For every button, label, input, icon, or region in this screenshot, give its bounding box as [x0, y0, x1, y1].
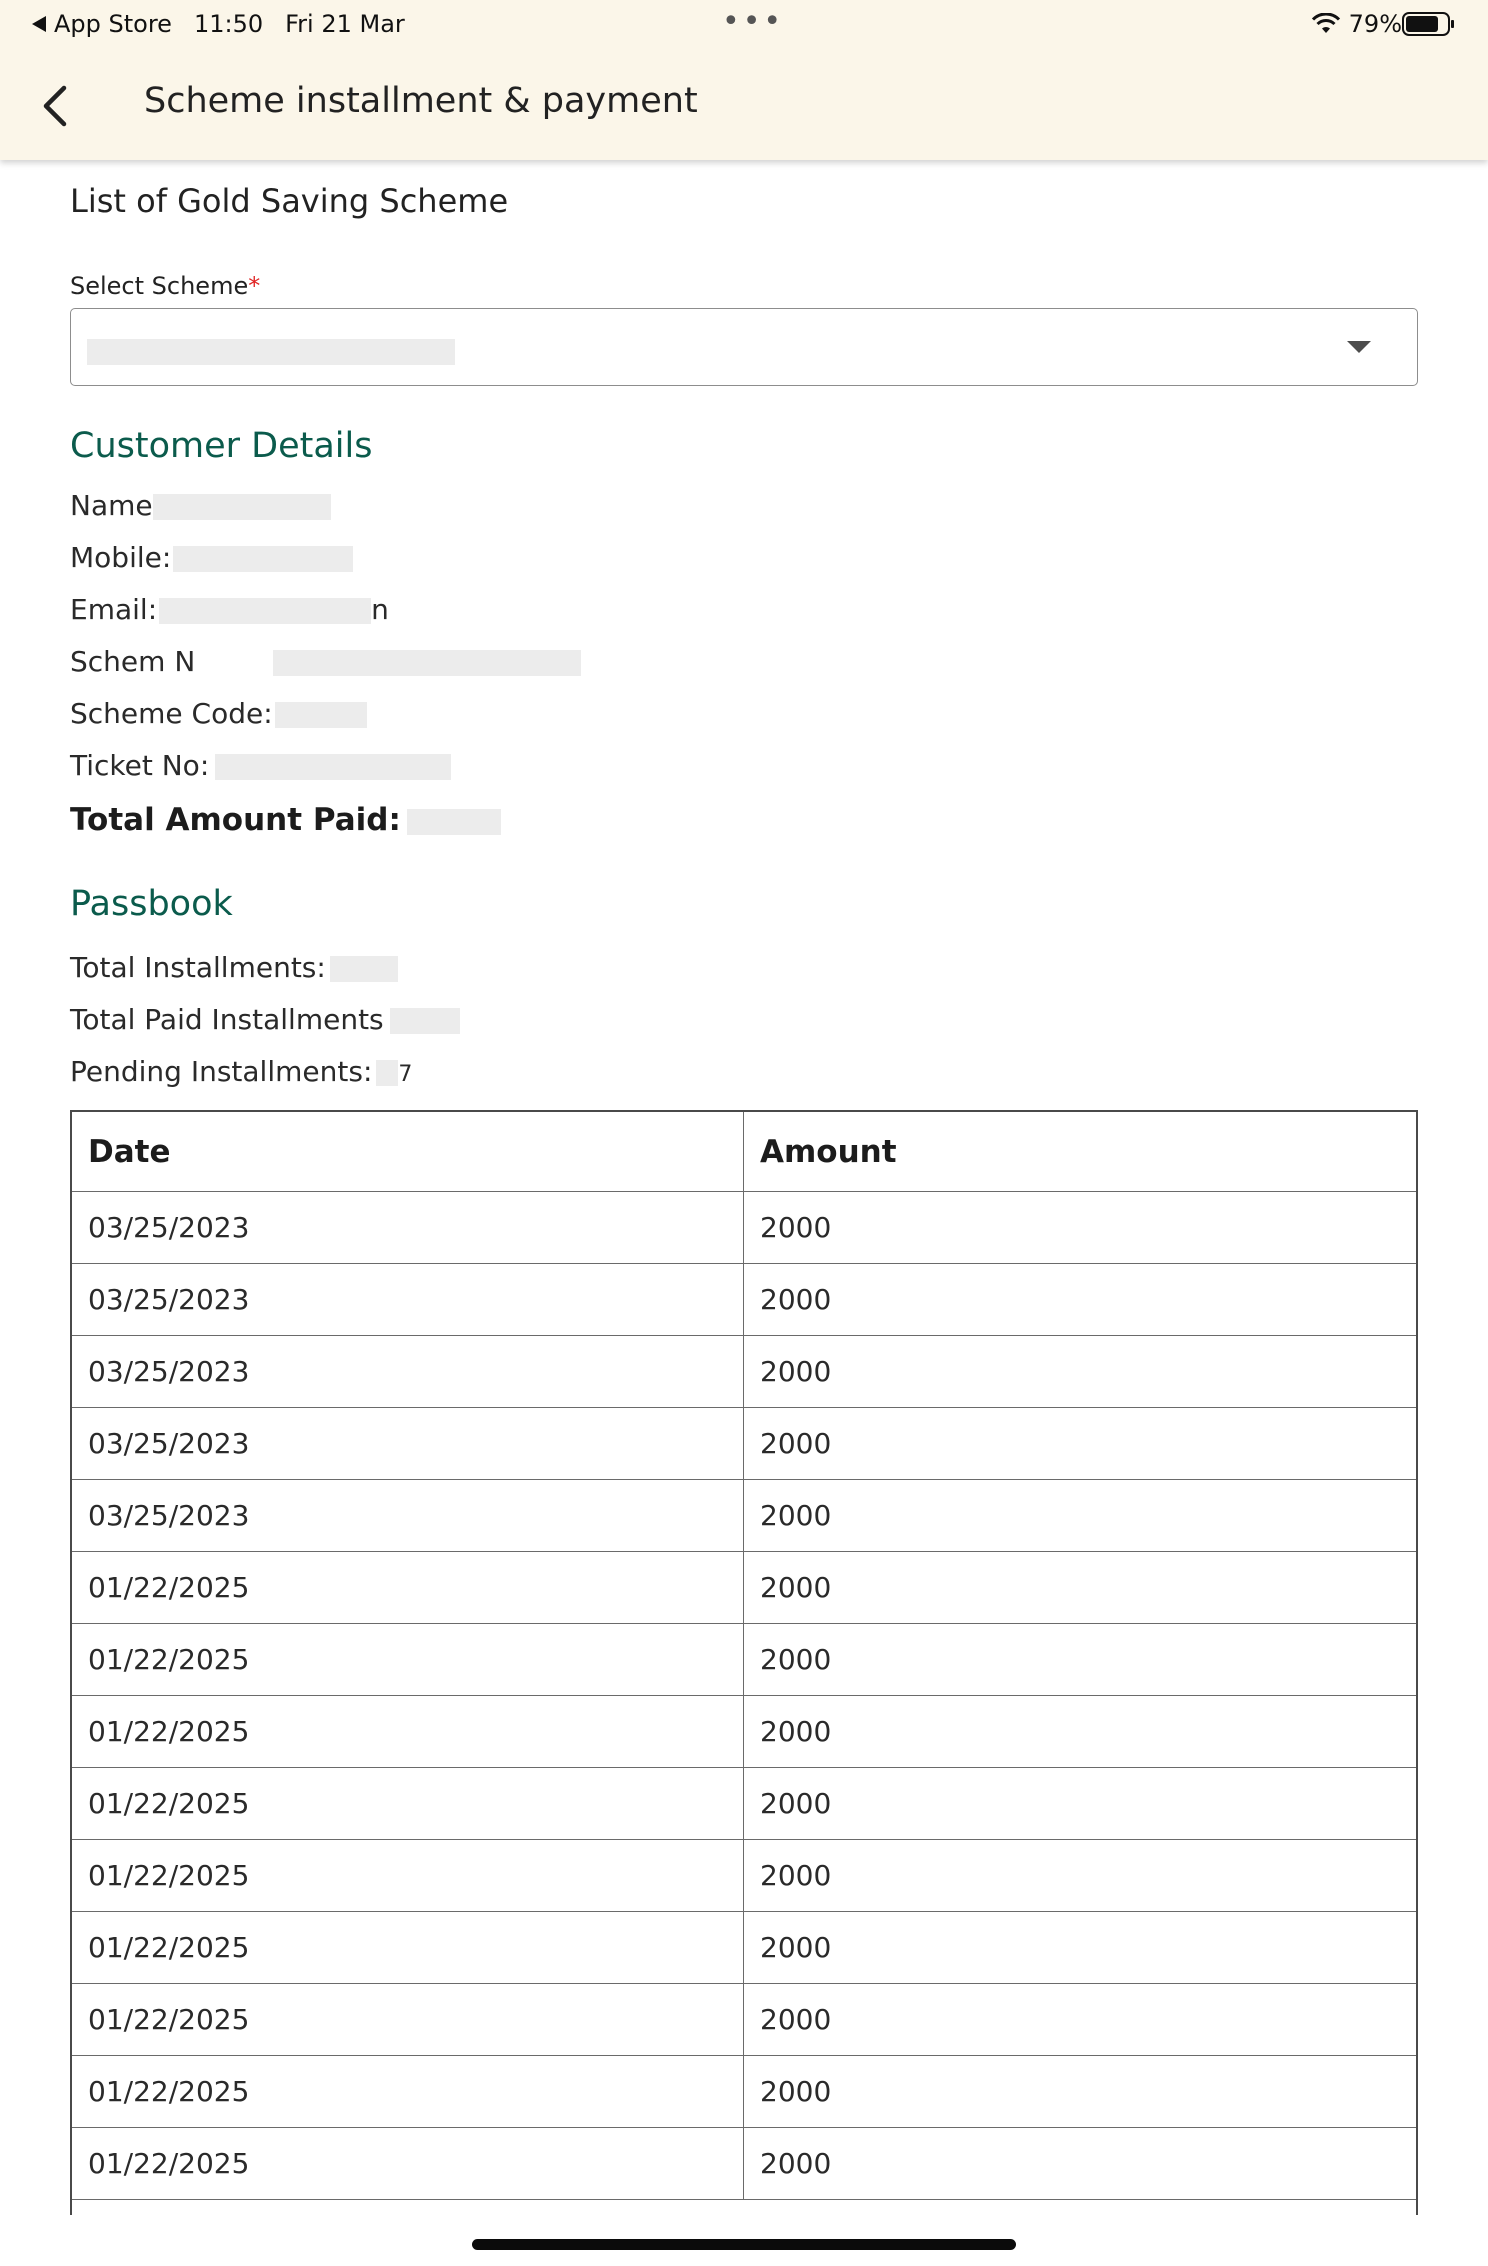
paid-installments-value-redacted — [390, 1008, 460, 1034]
date-cell: 03/25/2023 — [72, 1408, 744, 1479]
top-bar — [0, 0, 1488, 160]
table-row — [72, 2056, 1416, 2128]
email-value-redacted — [159, 598, 371, 624]
scheme-code-label: Scheme Code — [70, 697, 264, 730]
required-asterisk: * — [248, 272, 261, 300]
scheme-code-separator: : — [263, 697, 273, 730]
mobile-separator: : — [161, 541, 172, 574]
amount-cell: 2000 — [760, 1211, 832, 1244]
customer-mobile-row — [70, 540, 353, 576]
pending-installments-value-redacted — [376, 1060, 398, 1086]
date-cell: 01/22/2025 — [72, 1768, 744, 1839]
status-time: 11:50 — [193, 10, 264, 38]
scheme-code-value-redacted — [275, 702, 367, 728]
customer-email-row — [70, 592, 389, 628]
scheme-code-row — [70, 696, 367, 732]
amount-cell: 2000 — [760, 1787, 832, 1820]
total-installments-row — [70, 950, 398, 986]
date-cell: 01/22/2025 — [72, 1552, 744, 1623]
email-label: Email — [70, 593, 148, 626]
amount-cell: 2000 — [760, 2147, 832, 2180]
scheme-name-label: Schem N — [70, 645, 196, 678]
table-row — [72, 1768, 1416, 1840]
back-to-app-link[interactable] — [32, 8, 172, 40]
status-right — [1311, 8, 1456, 40]
date-cell: 01/22/2025 — [72, 1696, 744, 1767]
passbook-table — [70, 1110, 1418, 2215]
amount-cell: 2000 — [760, 1859, 832, 1892]
date-cell: 01/22/2025 — [72, 1624, 744, 1695]
page-title: Scheme installment & payment — [144, 81, 698, 121]
table-row — [72, 1552, 1416, 1624]
selected-scheme-value-redacted — [87, 339, 455, 365]
email-separator: : — [147, 593, 158, 626]
back-button[interactable] — [36, 82, 76, 130]
ticket-no-label: Ticket No — [70, 749, 200, 782]
back-app-label: App Store — [54, 10, 172, 38]
total-amount-paid-value-redacted — [407, 809, 501, 835]
email-tail: n — [371, 593, 389, 626]
date-cell: 01/22/2025 — [72, 2128, 744, 2199]
date-cell: 01/22/2025 — [72, 1840, 744, 1911]
table-row — [72, 1264, 1416, 1336]
total-installments-value-redacted — [330, 956, 398, 982]
amount-column-header: Amount — [760, 1133, 897, 1170]
select-scheme-label-text: Select Scheme — [70, 272, 249, 300]
dropdown-caret-icon — [1347, 341, 1371, 353]
date-cell: 03/25/2023 — [72, 1336, 744, 1407]
table-row — [72, 1480, 1416, 1552]
total-amount-paid-row — [70, 802, 501, 838]
date-cell: 03/25/2023 — [72, 1480, 744, 1551]
total-amount-paid-label: Total Amount Paid — [70, 802, 389, 838]
scheme-select[interactable] — [70, 308, 1418, 386]
total-amount-paid-separator: : — [388, 802, 401, 838]
pending-installments-tail: 7 — [398, 1062, 413, 1087]
customer-details-heading: Customer Details — [70, 426, 373, 466]
date-cell: 01/22/2025 — [72, 1912, 744, 1983]
ticket-no-value-redacted — [215, 754, 451, 780]
table-row — [72, 1912, 1416, 1984]
mobile-label: Mobile — [70, 541, 162, 574]
paid-installments-row — [70, 1002, 460, 1038]
table-body — [72, 1192, 1416, 2200]
table-row — [72, 1624, 1416, 1696]
total-installments-separator: : — [316, 951, 326, 984]
pending-installments-row — [70, 1054, 412, 1093]
battery-percent: 79% — [1348, 10, 1402, 38]
customer-name-row — [70, 488, 331, 524]
status-left — [32, 8, 427, 40]
amount-cell: 2000 — [760, 1427, 832, 1460]
multitask-dots-icon[interactable]: ••• — [722, 4, 785, 39]
table-row — [72, 1192, 1416, 1264]
table-row — [72, 1408, 1416, 1480]
table-header-row — [72, 1112, 1416, 1192]
select-scheme-label — [70, 272, 260, 300]
back-triangle-icon — [32, 16, 46, 32]
table-row — [72, 1840, 1416, 1912]
ticket-no-separator: : — [199, 749, 210, 782]
amount-cell: 2000 — [760, 1499, 832, 1532]
date-cell: 03/25/2023 — [72, 1192, 744, 1263]
total-installments-label: Total Installments — [70, 951, 317, 984]
chevron-left-icon — [36, 82, 76, 130]
amount-cell: 2000 — [760, 1715, 832, 1748]
amount-cell: 2000 — [760, 1643, 832, 1676]
status-date: Fri 21 Mar — [285, 10, 405, 38]
date-cell: 01/22/2025 — [72, 2056, 744, 2127]
scheme-name-row — [70, 644, 581, 680]
amount-cell: 2000 — [760, 2003, 832, 2036]
table-row — [72, 2128, 1416, 2200]
scheme-list-title: List of Gold Saving Scheme — [70, 182, 509, 220]
table-row — [72, 1696, 1416, 1768]
table-row — [72, 1984, 1416, 2056]
status-bar — [0, 4, 1488, 40]
date-column-header: Date — [72, 1112, 744, 1191]
name-label: Name — [70, 489, 153, 522]
wifi-icon — [1311, 13, 1341, 35]
amount-cell: 2000 — [760, 1355, 832, 1388]
date-cell: 01/22/2025 — [72, 1984, 744, 2055]
app-bar — [0, 70, 1488, 140]
passbook-heading: Passbook — [70, 884, 233, 924]
paid-installments-label: Total Paid Installments — [70, 1003, 384, 1036]
pending-installments-separator: : — [362, 1055, 373, 1088]
amount-cell: 2000 — [760, 1283, 832, 1316]
mobile-value-redacted — [173, 546, 353, 572]
pending-installments-label: Pending Installments — [70, 1055, 363, 1088]
home-indicator[interactable] — [472, 2239, 1016, 2250]
name-value-redacted — [153, 494, 331, 520]
amount-cell: 2000 — [760, 2075, 832, 2108]
date-cell: 03/25/2023 — [72, 1264, 744, 1335]
table-row — [72, 1336, 1416, 1408]
ticket-no-row — [70, 748, 451, 784]
amount-cell: 2000 — [760, 1931, 832, 1964]
amount-cell: 2000 — [760, 1571, 832, 1604]
battery-icon — [1402, 11, 1456, 37]
scheme-name-value-redacted — [273, 650, 581, 676]
